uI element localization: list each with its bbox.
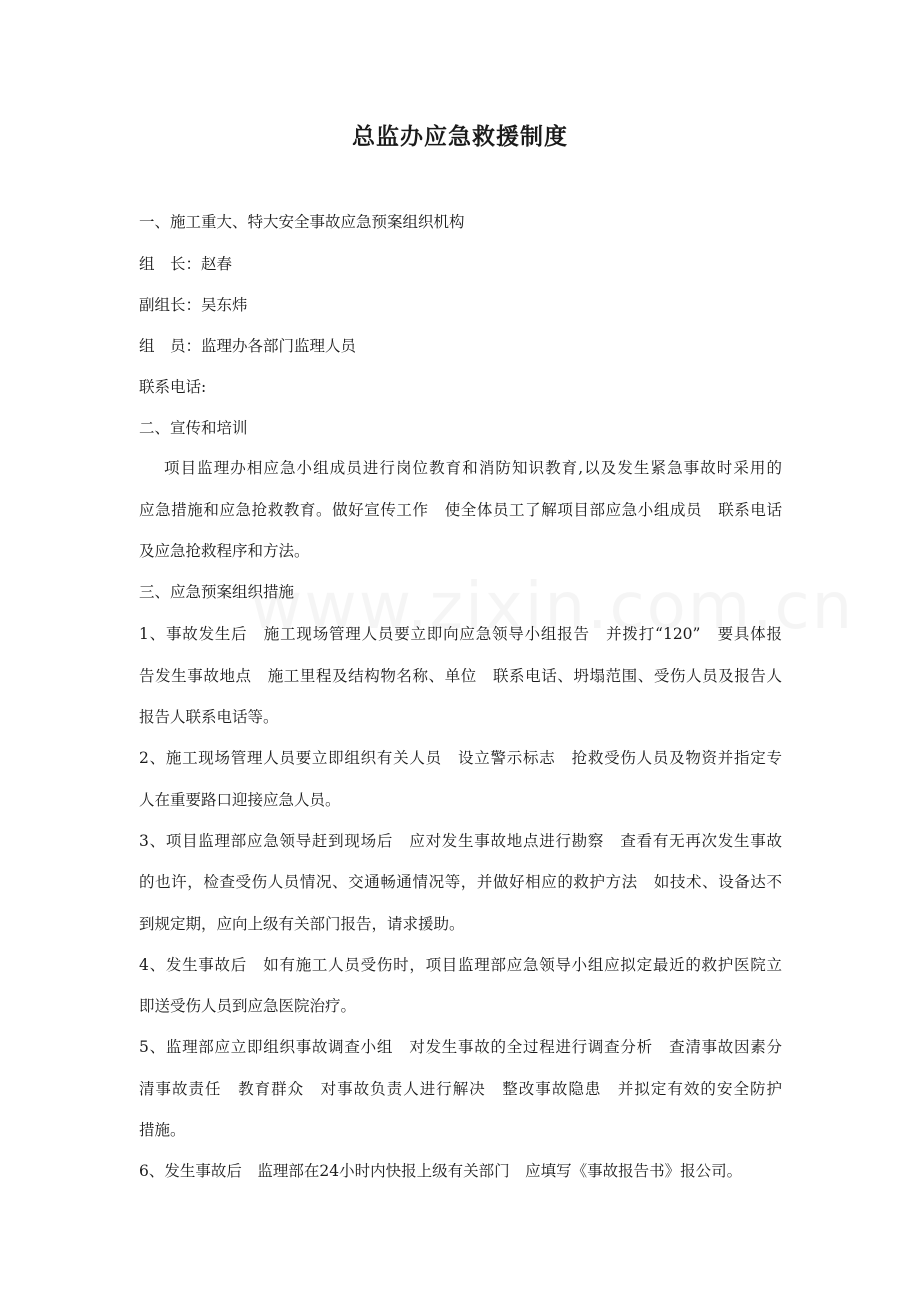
paragraph-line: 清事故责任 教育群众 对事故负责人进行解决 整改事故隐患 并拟定有效的安全防护 xyxy=(139,1080,782,1098)
paragraph-line: 的也许，检查受伤人员情况、交通畅通情况等，并做好相应的救护方法 如技术、设备达不 xyxy=(139,873,782,891)
paragraph-line: 6、发生事故后 监理部在24小时内快报上级有关部门 应填写《事故报告书》报公司。 xyxy=(139,1162,743,1180)
paragraph-line: 告发生事故地点 施工里程及结构物名称、单位 联系电话、坍塌范围、受伤人员及报告人 xyxy=(139,667,782,685)
paragraph-line: 即送受伤人员到应急医院治疗。 xyxy=(139,997,357,1015)
members-line: 组 员：监理办各部门监理人员 xyxy=(139,337,357,355)
paragraph-line: 人在重要路口迎接应急人员。 xyxy=(139,791,341,809)
paragraph-line: 项目监理办相应急小组成员进行岗位教育和消防知识教育,以及发生紧急事故时采用的 xyxy=(164,459,782,477)
contact-phone-line: 联系电话: xyxy=(139,378,207,396)
paragraph-line: 5、监理部应立即组织事故调查小组 对发生事故的全过程进行调查分析 查清事故因素分 xyxy=(139,1038,782,1056)
paragraph-line: 报告人联系电话等。 xyxy=(139,708,279,726)
document-title: 总监办应急救援制度 xyxy=(352,124,568,150)
paragraph-line: 应急措施和应急抢救教育。做好宣传工作 使全体员工了解项目部应急小组成员 联系电话 xyxy=(139,501,782,519)
deputy-leader-line: 副组长：吴东炜 xyxy=(139,296,248,314)
leader-line: 组 长：赵春 xyxy=(139,255,233,273)
section-heading-3: 三、应急预案组织措施 xyxy=(139,583,295,601)
paragraph-line: 到规定期，应向上级有关部门报告，请求援助。 xyxy=(139,915,465,933)
paragraph-line: 及应急抢救程序和方法。 xyxy=(139,542,310,560)
paragraph-line: 4、发生事故后 如有施工人员受伤时，项目监理部应急领导小组应拟定最近的救护医院立 xyxy=(139,956,782,974)
paragraph-line: 3、项目监理部应急领导赶到现场后 应对发生事故地点进行勘察 查看有无再次发生事故 xyxy=(139,832,782,850)
paragraph-line: 措施。 xyxy=(139,1121,186,1139)
section-heading-2: 二、宣传和培训 xyxy=(139,419,248,437)
paragraph-line: 1、事故发生后 施工现场管理人员要立即向应急领导小组报告 并拨打“120” 要具体报 xyxy=(139,625,782,643)
section-heading-1: 一、施工重大、特大安全事故应急预案组织机构 xyxy=(139,213,465,231)
paragraph-line: 2、施工现场管理人员要立即组织有关人员 设立警示标志 抢救受伤人员及物资并指定专 xyxy=(139,749,782,767)
